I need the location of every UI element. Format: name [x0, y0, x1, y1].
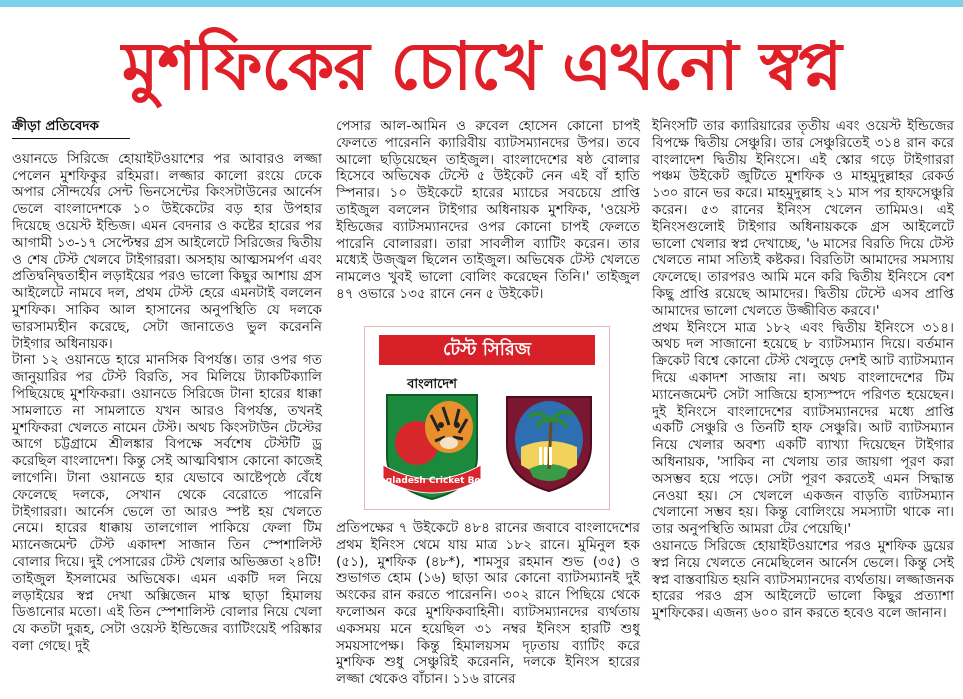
bangladesh-cricket-board-logo	[366, 375, 498, 503]
column-2-bottom	[336, 520, 640, 699]
paragraph: ইনিংসটি তার ক্যারিয়ারের তৃতীয় এবং ওয়েস্ট ইন্ডিজের বিপক্ষে দ্বিতীয় সেঞ্চুরি। তার সেঞ্চুরিতেই ৩১৪ রান করে বাংলাদেশ দ্বিতীয় ইনিংসে। এই স্কোর গড়ে টাইগাররা পঞ্চম উইকেট জুটিতে মুশফিক ও মাহমুদুল্লাহর রেকর্ড ১৩০ রানে ভর করে। মাহমুদুল্লাহ ২১ মাস পর হাফসেঞ্চুরি করেন। ৫৩ রানের ইনিংস খেলেন তামিমও। এই ইনিংসগুলোই টাইগার অধিনায়ককে গ্রস আইলেটে ভালো খেলার স্বপ্ন দেখাচ্ছে, '৬ মাসের বিরতি দিয়ে টেস্ট খেলতে নামা সত্যিই কষ্টকর। বিরতিটা আমাদের সমস্যায় ফেলেছে। তারপরও আমি মনে করি দ্বিতীয় ইনিংসে বেশ কিছু প্রাপ্তি রয়েছে আমাদের। দ্বিতীয় টেস্টে এসব প্রাপ্তি আমাদের ভালো খেলতে উজ্জীবিত করবে।'	[652, 118, 954, 319]
column-3	[652, 118, 954, 699]
column-1	[12, 118, 322, 699]
infobox-title: টেস্ট সিরিজ	[379, 335, 595, 365]
paragraph: ওয়ানডে সিরিজে হোয়াইটওয়াশের পর আবারও লজ্জা পেলেন মুশফিকুর রহিমরা। লজ্জার কালো রংয়ে ঢেকে অপার সৌন্দর্যের সেন্ট ভিনসেন্টের কিংসটাউনের আর্নেস ভেলে বাংলাদেশকে ১০ উইকেটের বড় হার উপহার দিয়েছে ওয়েস্ট ইন্ডিজ। এমন বেদনার ও কষ্টের হারের পর আগামী ১৩-১৭ সেপ্টেম্বর গ্রস আইলেটে সিরিজের দ্বিতীয় ও শেষ টেস্ট খেলবে টাইগাররা। অসহায় আত্মসমর্পণ এবং প্রতিদ্বন্দ্বিতাহীন লড়াইয়ের পরও ভালো কিছুর আশায় গ্রস আইলেটে নামবে দল, প্রথম টেস্ট হেরে এমনটাই বললেন মুশফিক। সাকিব আল হাসানের অনুপস্থিতি যে দলকে ভারসাম্যহীন করেছে, সেটা জানাতেও ভুল করেননি টাইগার অধিনায়ক।	[12, 150, 322, 352]
bd-ribbon-text: Bangladesh Cricket Board	[366, 476, 498, 486]
bd-logo-text: বাংলাদেশ	[407, 377, 457, 392]
headline: মুশফিকের চোখে এখনো স্বপ্ন	[121, 28, 842, 105]
top-color-bar	[0, 0, 963, 7]
paragraph: প্রতিপক্ষের ৭ উইকেটে ৪৮৪ রানের জবাবে বাংলাদেশের প্রথম ইনিংস থেমে যায় মাত্র ১৮২ রানে। মুমিনুল হক (৫১), মুশফিক (৪৮*), শামসুর রহমান শুভ (৩৫) ও শুভাগত হোম (১৬) ছাড়া আর কোনো ব্যাটসম্যানই দুই অংকের রান করতে পারেননি। ৩০২ রানে পিছিয়ে থেকে ফলোঅন করে মুশফিকবাহিনী। ব্যাটসম্যানদের ব্যর্থতায় একসময় মনে হয়েছিল ৩১ নম্বর ইনিংস হারটি শুধু সময়সাপেক্ষ। কিন্তু হিমালয়সম দৃঢ়তায় ব্যাটিং করে মুশফিক শুধু সেঞ্চুরিই করেননি, দলকে ইনিংস হারের লজ্জা থেকেও বাঁচান। ১১৬ রানের	[336, 520, 640, 688]
test-series-infobox	[364, 326, 610, 510]
west-indies-cricket-logo	[499, 387, 599, 495]
byline: ক্রীড়া প্রতিবেদক	[12, 118, 130, 139]
column-2-top	[336, 118, 640, 313]
paragraph: টানা ১২ ওয়ানডে হারে মানসিক বিপর্যস্ত। তার ওপর গত জানুয়ারির পর টেস্ট বিরতি, সব মিলিয়ে ট্যাকটিক্যালি পিছিয়েছে মুশফিকরা। ওয়ানডে সিরিজে টানা হারের ধাক্কা সামলাতে না সামলাতে যখন আরও বিপর্যস্ত, তখনই মুশফিকরা খেলতে নামেন টেস্ট। অথচ কিংসটাউন টেস্টের আগে চট্টগ্রামে শ্রীলঙ্কার বিপক্ষে সর্বশেষ টেস্টটি ড্র করেছিল বাংলাদেশ। কিন্তু সেই আত্মবিশ্বাস কোনো কাজেই লাগেনি। টানা ওয়ানডে হার যেভাবে আষ্টেপৃষ্ঠে বেঁধে ফেলেছে দলকে, সেখান থেকে বেরোতে পারেনি টাইগাররা। আর্নেস ভেলে তা আরও স্পষ্ট হয় খেলতে নেমে। হারের ধাক্কায় তালগোল পাকিয়ে ফেলা টিম ম্যানেজমেন্ট টেস্ট একাদশ সাজান তিন স্পেশালিস্ট বোলার দিয়ে। দুই পেসারের টেস্ট খেলার অভিজ্ঞতা ২৪টি! তাইজুল ইসলামের অভিষেক। এমন একটি দল নিয়ে লড়াইয়ের স্বপ্ন দেখা অক্সিজেন মাস্ক ছাড়া হিমালয় ডিঙানোর মতো। এই তিন স্পেশালিস্ট বোলার নিয়ে খেলা যে কতটা দুরূহ, সেটা ওয়েস্ট ইন্ডিজের ব্যাটিংয়েই পরিষ্কার বলা গেছে। দুই	[12, 352, 322, 654]
paragraph: প্রথম ইনিংসে মাত্র ১৮২ এবং দ্বিতীয় ইনিংসে ৩১৪। অথচ দল সাজানো হয়েছে ৮ ব্যাটসম্যান দিয়ে। বর্তমান ক্রিকেট বিশ্বে কোনো টেস্ট খেলুড়ে দেশই আট ব্যাটসম্যান দিয়ে একাদশ সাজায় না। অথচ বাংলাদেশের টিম ম্যানেজমেন্ট সেটা সাজিয়ে হাস্যস্পদে পরিণত হয়েছেন। দুই ইনিংসে বাংলাদেশের ব্যাটসম্যানদের মধ্যে প্রাপ্তি একটি সেঞ্চুরি ও তিনটি হাফ সেঞ্চুরি। আট ব্যাটসম্যান নিয়ে খেলার অবশ্য একটি ব্যাখ্যা দিয়েছেন টাইগার অধিনায়ক, 'সাকিব না খেলায় তার জায়গা পূরণ করা অসম্ভব হয়ে পড়ে। সেটা পূরণ করতেই এমন সিদ্ধান্ত নেওয়া হয়। সে খেললে একজন বাড়তি ব্যাটসম্যান খেলানো সম্ভব হয়। কিন্তু বোলিংয়ে সমস্যাটা থাকে না। তার অনুপস্থিতি আমরা টের পেয়েছি।'	[652, 319, 954, 538]
paragraph: পেসার আল-আমিন ও রুবেল হোসেন কোনো চাপই ফেলতে পারেননি ক্যারিবীয় ব্যাটসম্যানদের উপর। তবে আলো ছড়িয়েছেন তাইজুল। বাংলাদেশের ষষ্ঠ বোলার হিসেবে অভিষেক টেস্টে ৫ উইকেট নেন এই বাঁ হাতি স্পিনার। ১০ উইকেটে হারের ম্যাচের সবচেয়ে প্রাপ্তি তাইজুল বললেন টাইগার অধিনায়ক মুশফিক, 'ওয়েস্ট ইন্ডিজের ব্যাটসম্যানদের ওপর কোনো চাপই ফেলতে পারেনি বোলাররা। তারা সাবলীল ব্যাটিং করেন। তার মধ্যেই উজ্জ্বল ছিলেন তাইজুল। অভিষেক টেস্ট খেলতে নামলেও খুবই ভালো বোলিং করেছেন তিনি।' তাইজুল ৪৭ ওভারে ১৩৫ রানে নেন ৫ উইকেট।	[336, 118, 640, 302]
paragraph: ওয়ানডে সিরিজে হোয়াইটওয়াশের পরও মুশফিক ড্রয়ের স্বপ্ন নিয়ে খেলতে নেমেছিলেন আর্নেস ভেলে। কিন্তু সেই স্বপ্ন বাস্তবায়িত হয়নি ব্যাটসম্যানদের ব্যর্থতায়। লজ্জাজনক হারের পরও গ্রস আইলেটে ভালো কিছুর প্রত্যাশা মুশফিকের। এজন্য ৬০০ রান করতে হবেও বলে জানান।	[652, 537, 954, 622]
